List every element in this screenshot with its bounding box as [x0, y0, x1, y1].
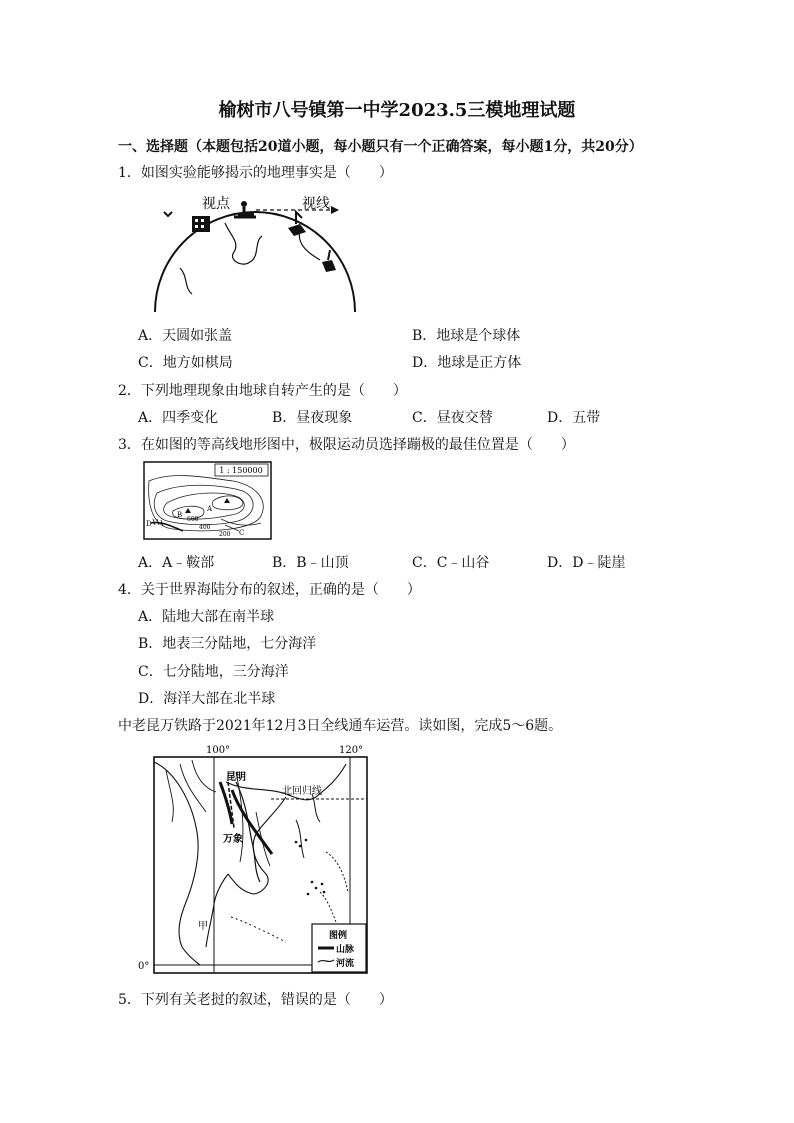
lat-0-label: 0° [138, 961, 150, 972]
tropic-label: 北回归线 [282, 786, 322, 797]
q3-option-c[interactable]: C．C﹣山谷 [412, 555, 490, 571]
q3-option-a[interactable]: A．A﹣鞍部 [138, 555, 215, 571]
vientiane-label: 万象 [223, 834, 243, 845]
bird-icon [164, 212, 172, 216]
section-heading: 一、选择题（本题包括20道小题，每小题只有一个正确答案，每小题1分，共20分） [118, 139, 643, 155]
kunming-label: 昆明 [226, 772, 246, 783]
q1-option-d[interactable]: D．地球是正方体 [412, 355, 522, 371]
lon-120-label: 120° [339, 745, 364, 756]
question-5-6-intro: 中老昆万铁路于2021年12月3日全线通车运营。读如图，完成5～6题。 [118, 718, 563, 734]
q3-option-b[interactable]: B．B﹣山顶 [272, 555, 349, 571]
scale-label: 1 : 150000 [219, 466, 263, 475]
q4-option-a[interactable]: A．陆地大部在南半球 [138, 609, 275, 625]
legend-title: 图例 [329, 931, 348, 941]
q1-option-b[interactable]: B．地球是个球体 [412, 328, 521, 344]
point-d-label: D [146, 520, 152, 528]
earth-viewpoint-figure [150, 190, 365, 315]
q2-option-a[interactable]: A．四季变化 [138, 410, 219, 426]
point-a-label: A [207, 505, 213, 513]
sightline-label: 视线 [302, 196, 330, 212]
contour-200-label: 200 [219, 531, 231, 538]
contour-map-figure [143, 461, 273, 541]
question-1-stem: 1．如图实验能够揭示的地理事实是（ ） [118, 165, 393, 181]
q2-option-c[interactable]: C．昼夜交替 [412, 410, 493, 426]
indochina-map-figure [136, 742, 372, 978]
point-c-label: C [239, 529, 245, 537]
observer-icon [234, 201, 256, 217]
jia-label: 甲 [198, 921, 208, 932]
point-b-label: B [177, 511, 183, 519]
lon-100-label: 100° [206, 745, 231, 756]
contour-600-label: 600 [187, 516, 199, 523]
viewpoint-label: 视点 [202, 196, 230, 212]
q4-option-d[interactable]: D．海洋大部在北半球 [138, 691, 276, 707]
legend-mountain-label: 山脉 [336, 945, 355, 955]
legend-river-label: 河流 [336, 959, 355, 969]
question-4-stem: 4．关于世界海陆分布的叙述，正确的是（ ） [118, 582, 421, 598]
q1-option-c[interactable]: C．地方如棋局 [138, 355, 233, 371]
q2-option-b[interactable]: B．昼夜现象 [272, 410, 353, 426]
q1-option-a[interactable]: A．天圆如张盖 [138, 328, 233, 344]
page-title: 榆树市八号镇第一中学2023.5三模地理试题 [218, 100, 576, 121]
question-3-stem: 3．在如图的等高线地形图中，极限运动员选择蹦极的最佳位置是（ ） [118, 437, 575, 453]
contour-400-label: 400 [199, 524, 211, 531]
map-legend [312, 924, 366, 972]
ship-icon-2 [322, 250, 336, 272]
q2-option-d[interactable]: D．五带 [547, 410, 601, 426]
q3-option-d[interactable]: D．D﹣陡崖 [547, 555, 626, 571]
question-5-stem: 5．下列有关老挝的叙述，错误的是（ ） [118, 992, 393, 1008]
building-icon [192, 216, 210, 232]
q4-option-c[interactable]: C．七分陆地，三分海洋 [138, 664, 289, 680]
question-2-stem: 2．下列地理现象由地球自转产生的是（ ） [118, 383, 407, 399]
q4-option-b[interactable]: B．地表三分陆地，七分海洋 [138, 636, 317, 652]
